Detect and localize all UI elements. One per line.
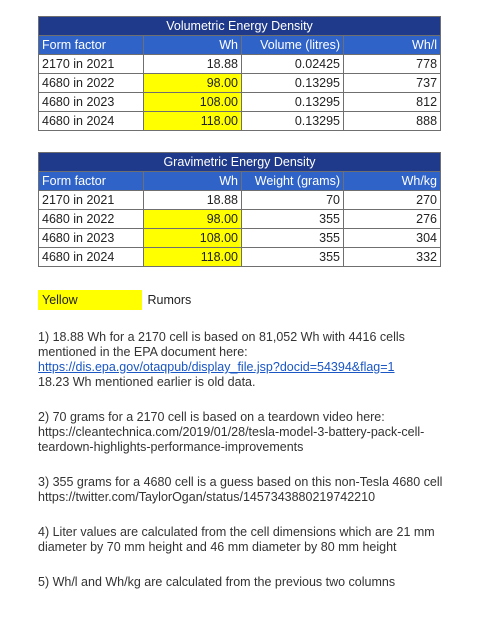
note-2: 2) 70 grams for a 2170 cell is based on a teardown video here: https://cleantechnica.com/2019/01/28/tesla-model-3-battery-pack-cell-teardown-highlights-performance-improvements: [38, 410, 425, 454]
cell-weight[interactable]: 355: [242, 229, 344, 248]
cell-density[interactable]: 778: [344, 55, 441, 74]
col-weight: Weight (grams): [242, 172, 344, 191]
cell-weight[interactable]: 70: [242, 191, 344, 210]
volumetric-title: Volumetric Energy Density: [39, 17, 441, 36]
cell-form[interactable]: 2170 in 2021: [39, 191, 144, 210]
col-volume: Volume (litres): [242, 36, 344, 55]
note-4: 4) Liter values are calculated from the cell dimensions which are 21 mm diameter by 70 mm height and 46 mm diameter by 80 mm height: [38, 525, 435, 554]
col-form-factor: Form factor: [39, 36, 144, 55]
cell-density[interactable]: 888: [344, 112, 441, 131]
gravimetric-table: [38, 152, 441, 267]
gravimetric-title: Gravimetric Energy Density: [39, 153, 441, 172]
table-row: [39, 93, 441, 112]
table-row: [39, 229, 441, 248]
cell-wh[interactable]: 18.88: [144, 55, 242, 74]
col-wh-per-kg: Wh/kg: [344, 172, 441, 191]
col-form-factor: Form factor: [39, 172, 144, 191]
note-1-text: 1) 18.88 Wh for a 2170 cell is based on 81,052 Wh with 4416 cells mentioned in the EPA document here:: [38, 330, 405, 359]
cell-density[interactable]: 332: [344, 248, 441, 267]
epa-link[interactable]: https://dis.epa.gov/otaqpub/display_file.jsp?docid=54394&flag=1: [38, 360, 395, 374]
col-wh: Wh: [144, 36, 242, 55]
note-1: [38, 330, 448, 390]
cell-density[interactable]: 737: [344, 74, 441, 93]
cell-wh-rumor[interactable]: 98.00: [144, 210, 242, 229]
cell-form[interactable]: 4680 in 2023: [39, 93, 144, 112]
cell-volume[interactable]: 0.02425: [242, 55, 344, 74]
legend-label: Rumors: [147, 293, 192, 307]
cell-form[interactable]: 4680 in 2022: [39, 74, 144, 93]
cell-form[interactable]: 4680 in 2024: [39, 248, 144, 267]
table-row: [39, 74, 441, 93]
cell-volume[interactable]: 0.13295: [242, 74, 344, 93]
cell-wh-rumor[interactable]: 118.00: [144, 248, 242, 267]
cell-density[interactable]: 304: [344, 229, 441, 248]
table-row: [39, 55, 441, 74]
cell-form[interactable]: 4680 in 2023: [39, 229, 144, 248]
cell-wh-rumor[interactable]: 108.00: [144, 229, 242, 248]
cell-form[interactable]: 4680 in 2024: [39, 112, 144, 131]
cell-density[interactable]: 270: [344, 191, 441, 210]
legend: [38, 290, 191, 310]
table-row: [39, 112, 441, 131]
note-3: 3) 355 grams for a 4680 cell is a guess based on this non-Tesla 4680 cell https://twitter.com/TaylorOgan/status/1457343880219742210: [38, 475, 443, 504]
cell-wh[interactable]: 18.88: [144, 191, 242, 210]
legend-swatch-yellow[interactable]: Yellow: [38, 290, 142, 310]
cell-density[interactable]: 812: [344, 93, 441, 112]
table-row: [39, 210, 441, 229]
col-wh-per-l: Wh/l: [344, 36, 441, 55]
note-5: 5) Wh/l and Wh/kg are calculated from the previous two columns: [38, 575, 396, 589]
table-row: [39, 248, 441, 267]
cell-volume[interactable]: 0.13295: [242, 112, 344, 131]
cell-form[interactable]: 2170 in 2021: [39, 55, 144, 74]
col-wh: Wh: [144, 172, 242, 191]
cell-weight[interactable]: 355: [242, 248, 344, 267]
cell-density[interactable]: 276: [344, 210, 441, 229]
cell-wh-rumor[interactable]: 108.00: [144, 93, 242, 112]
cell-wh-rumor[interactable]: 118.00: [144, 112, 242, 131]
note-1-tail: 18.23 Wh mentioned earlier is old data.: [38, 375, 256, 389]
cell-weight[interactable]: 355: [242, 210, 344, 229]
cell-volume[interactable]: 0.13295: [242, 93, 344, 112]
cell-form[interactable]: 4680 in 2022: [39, 210, 144, 229]
table-row: [39, 191, 441, 210]
cell-wh-rumor[interactable]: 98.00: [144, 74, 242, 93]
volumetric-table: [38, 16, 441, 131]
notes: [38, 330, 448, 610]
